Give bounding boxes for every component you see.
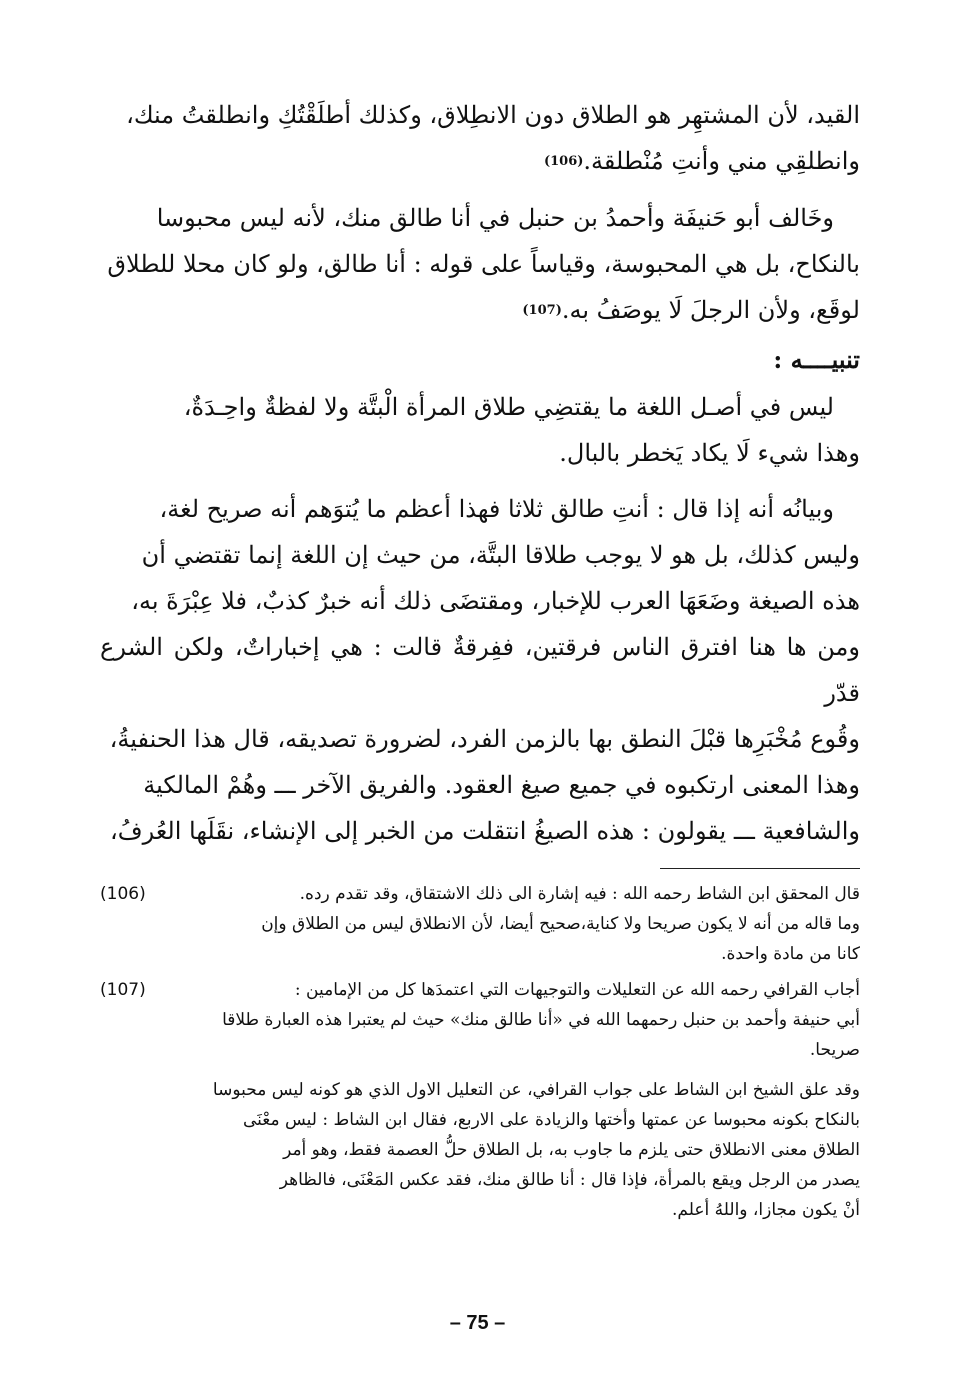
footnote-106 [100, 879, 860, 969]
paragraph-4-line-5: وقُوع مُخْبَرِها قبْلَ النطق بها بالزمن الفرد، لضرورة تصديقه، قال هذا الحنفيةُ، [109, 725, 860, 753]
footnote-line: وما قاله من أنه لا يكون صريحا ولا كناية،صحيح أيضا، لأن الانطلاق ليس من الطلاق وإن [261, 914, 860, 934]
paragraph-3-line-1: ليس في أصـل اللغة ما يقتضِي طلاق المرأة الْبتَّة ولا لفظةٌ واحِـدَةٌ، [183, 393, 834, 421]
footnote-ref-107: (107) [522, 303, 562, 318]
main-text [100, 92, 860, 854]
footnote-line: أنْ يكون مجازا، واللهُ أعلم. [672, 1200, 860, 1220]
section-heading: تنبيــــه : [773, 345, 860, 374]
footnote-line: أبي حنيفة وأحمد بن حنبل رحمهما الله في «أنا طالق منك» حيث لم يعتبرا هذه العبارة طلاقا [222, 1010, 860, 1030]
footnote-body [168, 879, 860, 969]
paragraph-1-line-2: وانطلقِي مني وأنتِ مُنْطلقة.(106) [543, 147, 860, 175]
footnote-107 [100, 975, 860, 1225]
footnote-line: الطلاق معنى الانطلاق حتى يلزم ما جاوب به، بل الطلاق حلُّ العصمة فقط، وهو أمر [283, 1140, 860, 1160]
footnote-line: وقد علق الشيخ ابن الشاط على جواب القرافي، عن التعليل الاول الذي هو كونه ليس محبوسا [212, 1080, 860, 1100]
footnotes [100, 879, 860, 1225]
footnote-divider [660, 868, 860, 869]
paragraph-4-line-2: وليس كذلك، بل هو لا يوجب طلاقا البتَّة، من حيث إن اللغة إنما تقتضي أن [141, 541, 860, 569]
paragraph-4-line-4: ومن ها هنا افترق الناس فرقتين، ففِرقةٌ قالت : هي إخباراتٌ، ولكن الشرع قدّر [100, 633, 860, 707]
paragraph-4-line-3: هذه الصيغة وضَعَهَا العرب للإخبار، ومقتضَى ذلك أنه خبرٌ كذبٌ، فلا عِبْرَةَ به، [131, 587, 860, 615]
paragraph-1-line-1: القيد، لأن المشتهِر هو الطلاق دون الانطِلاق، وكذلك أطلَقْتُكِ وانطلقتُ منك، [126, 101, 860, 129]
footnote-line: بالنكاح بكونه محبوسا عن عمتها وأختها والزيادة على الاربع، فقال ابن الشاط : ليس معْنَى [242, 1110, 860, 1130]
paragraph-2-line-1: وخَالف أبو حَنيفَة وأحمدُ بن حنبل في أنا طالق منك، لأنه ليس محبوسا [156, 204, 834, 232]
footnote-ref-106: (106) [543, 154, 584, 169]
footnote-number: (106) [100, 884, 146, 904]
paragraph-3-line-2: وهذا شيء لَا يكاد يَخطر بالبال. [559, 439, 860, 467]
paragraph-4-line-6: وهذا المعنى ارتكبوه في جميع صيغ العقود. والفريق الآخر ـــ وهُمْ المالكية [143, 771, 860, 799]
page-content [100, 92, 860, 1231]
footnote-line: قال المحقق ابن الشاط رحمه الله : فيه إشارة الى ذلك الاشتقاق، وقد تقدم رده. [299, 884, 860, 904]
paragraph-4-line-7: والشافعية ـــ يقولون : هذه الصيغُ انتقلت من الخبر إلى الإنشاء، نقَلَها العُرفُ، [109, 817, 860, 845]
paragraph-4-line-1: وبيانُه أنه إذا قال : أنتِ طالق ثلاثا فهذا أعظم ما يُتوَهم أنه صريح لغة، [159, 495, 834, 523]
footnote-line: أجاب القرافي رحمه الله عن التعليلات والتوجيهات التي اعتمدَها كل من الإمامين : [294, 980, 860, 1000]
footnote-line: صريحا. [809, 1040, 860, 1060]
footnote-number: (107) [100, 980, 146, 1000]
paragraph-2-line-2: بالنكاح، بل هي المحبوسة، وقياساً على قوله : أنا طالق، ولو كان محلا للطلاق [107, 250, 860, 278]
paragraph-2-line-3: لوقَع، ولأن الرجلَ لَا يوصَفُ به.(107) [522, 296, 860, 324]
footnote-body [168, 975, 860, 1225]
footnote-line: يصدر من الرجل ويقع بالمرأة، فإذا قال : أنا طالق منك، فقد عكس المَعْنَى، فالظاهر [279, 1170, 860, 1190]
footnote-line: كانا من مادة واحدة. [721, 944, 860, 964]
page-number: – 75 – [449, 1312, 506, 1334]
